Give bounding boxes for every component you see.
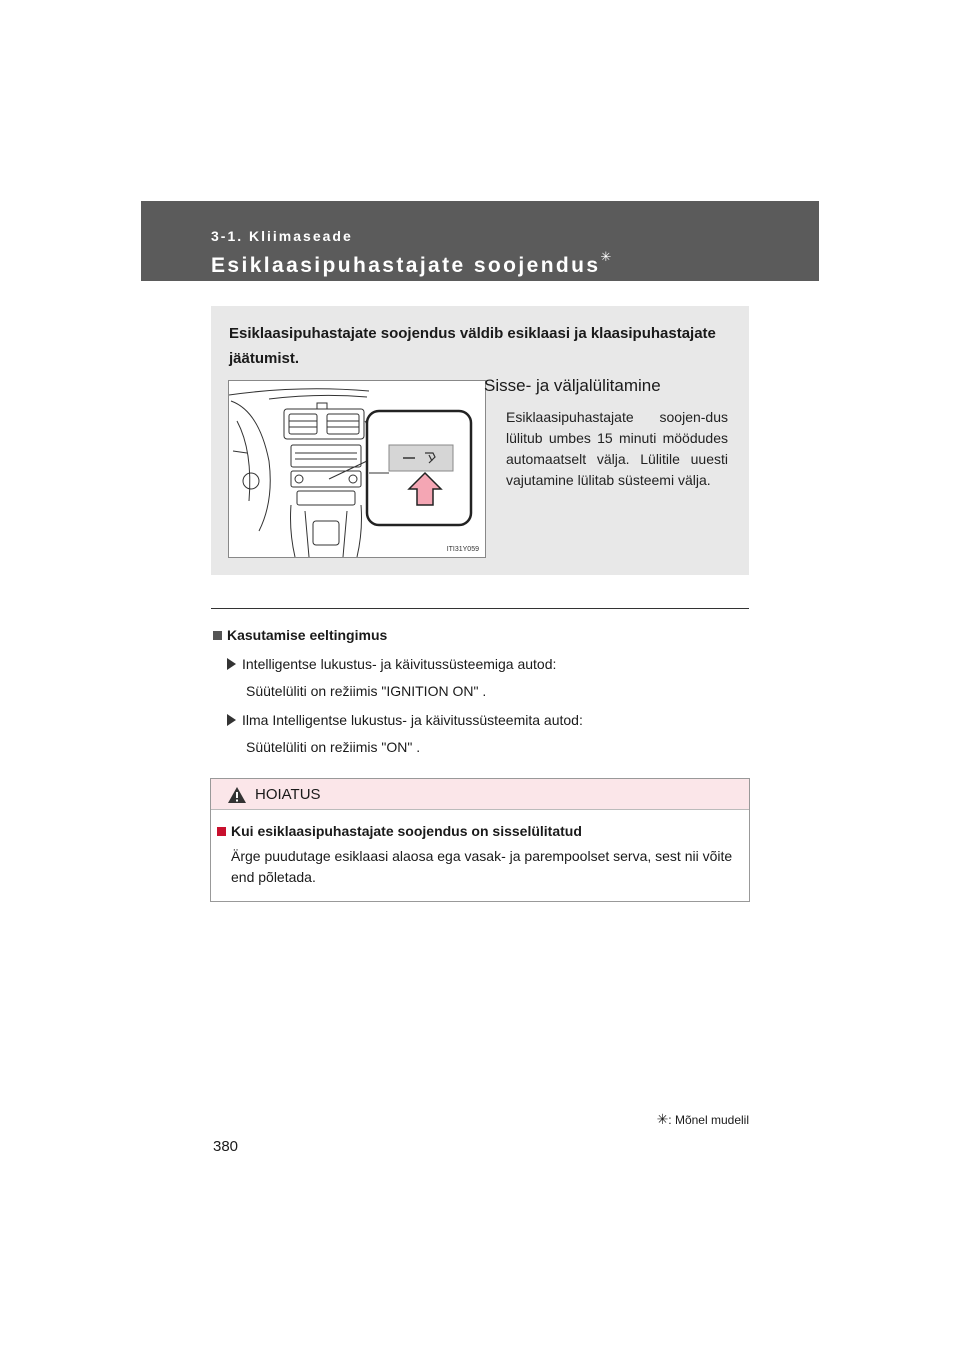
list-item-detail: Süütelüliti on režiimis "IGNITION ON" . — [246, 683, 487, 699]
list-item — [213, 653, 753, 676]
divider — [211, 608, 749, 609]
list-item-label: Ilma Intelligentse lukustus- ja käivitussüsteemita autod: — [242, 712, 583, 728]
page-title — [211, 249, 614, 278]
page-number: 380 — [213, 1138, 239, 1155]
triangle-bullet-icon — [227, 658, 236, 670]
dashboard-drawing — [229, 381, 485, 557]
square-bullet-icon — [213, 631, 222, 640]
warning-header — [211, 779, 749, 810]
warning-heading — [217, 823, 582, 839]
note-heading-text: Kasutamise eeltingimus — [227, 627, 388, 643]
note-heading — [213, 624, 753, 647]
chapter-header — [141, 201, 819, 281]
notes-section — [213, 624, 753, 759]
square-bullet-icon — [217, 827, 226, 836]
list-item-detail: Süütelüliti on režiimis "ON" . — [246, 739, 421, 755]
warning-heading-text: Kui esiklaasipuhastajate soojendus on sisselülitatud — [231, 823, 582, 839]
footnote — [657, 1111, 749, 1128]
warning-text: Ärge puudutage esiklaasi alaosa ega vasak- ja parempoolset serva, sest nii võite end põletada. — [231, 848, 733, 885]
intro-box — [211, 306, 749, 575]
subheading-text: Esiklaasipuhastajate soojen-dus lülitub umbes 15 minuti möödudes automaatselt välja. Lülitile uuesti vajutamine lülitab süsteemi välja. — [506, 409, 728, 488]
section-label: 3-1. Kliimaseade — [211, 228, 353, 244]
figure-code: ITI31Y059 — [446, 546, 479, 553]
warning-icon — [227, 786, 247, 804]
warning-box — [210, 778, 750, 902]
dashboard-illustration — [228, 380, 486, 558]
triangle-bullet-icon — [227, 714, 236, 726]
subheading: Sisse- ja väljalülitamine — [484, 376, 661, 395]
list-item — [213, 709, 753, 732]
warning-title: HOIATUS — [255, 786, 321, 803]
footnote-text: : Mõnel mudelil — [668, 1113, 749, 1127]
intro-text: Esiklaasipuhastajate soojendus väldib esiklaasi ja klaasipuhastajate jäätumist. — [229, 325, 716, 367]
list-item-label: Intelligentse lukustus- ja käivitussüsteemiga autod: — [242, 656, 557, 672]
page-title-text: Esiklaasipuhastajate soojendus — [211, 254, 601, 277]
asterisk-icon: ✳ — [656, 1111, 669, 1127]
asterisk-icon: ✳ — [600, 249, 614, 264]
